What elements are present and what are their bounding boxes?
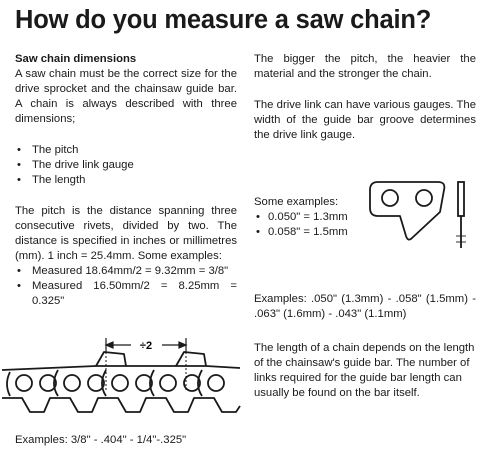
page-title: How do you measure a saw chain?: [15, 6, 432, 34]
pitch-examples-list: [15, 264, 237, 309]
dimensions-list: [15, 143, 237, 188]
pitch-divider-label: ÷2: [139, 340, 153, 352]
saw-chain-diagram: [0, 330, 240, 430]
gauge-examples-block: [254, 195, 384, 240]
left-column: [15, 52, 237, 309]
list-item: • 0.050" = 1.3mm: [254, 210, 384, 225]
gauge-paragraph: The drive link can have various gauges. The width of the guide bar groove determines the drive link gauge.: [254, 99, 476, 141]
intro-paragraph: A saw chain must be the correct size for the drive sprocket and the chainsaw guide bar. A chain is always described with three dimensions;: [15, 68, 237, 125]
pitch-paragraph: The pitch is the distance spanning three consecutive rivets, divided by two. The distance is specified in inches or millimetres (mm). 1 inch = 25.4mm. Some examples:: [15, 205, 237, 262]
list-item: • The drive link gauge: [15, 158, 237, 173]
pitch-examples-footer: Examples: 3/8" - .404" - 1/4"-.325": [15, 434, 187, 446]
list-item: • The pitch: [15, 143, 237, 158]
right-column: [254, 52, 476, 143]
section-heading: Saw chain dimensions: [15, 53, 137, 65]
length-paragraph: The length of a chain depends on the length of the chainsaw's guide bar. The number of links required for the guide bar length can usually be found on the bar itself.: [254, 342, 475, 399]
list-item: • The length: [15, 173, 237, 188]
some-examples-label: Some examples:: [254, 196, 339, 208]
drive-link-diagram: [368, 176, 478, 256]
list-item: • Measured 16.50mm/2 = 8.25mm = 0.325": [15, 279, 237, 309]
list-item: • 0.058" = 1.5mm: [254, 225, 384, 240]
list-item: • Measured 18.64mm/2 = 9.32mm = 3/8": [15, 264, 237, 279]
pitch-note: The bigger the pitch, the heavier the material and the stronger the chain.: [254, 53, 476, 80]
gauge-examples-list: [254, 210, 384, 240]
gauge-examples-list-text: Examples: .050" (1.3mm) - .058" (1.5mm) - .063" (1.6mm) - .043" (1.1mm): [254, 293, 476, 320]
